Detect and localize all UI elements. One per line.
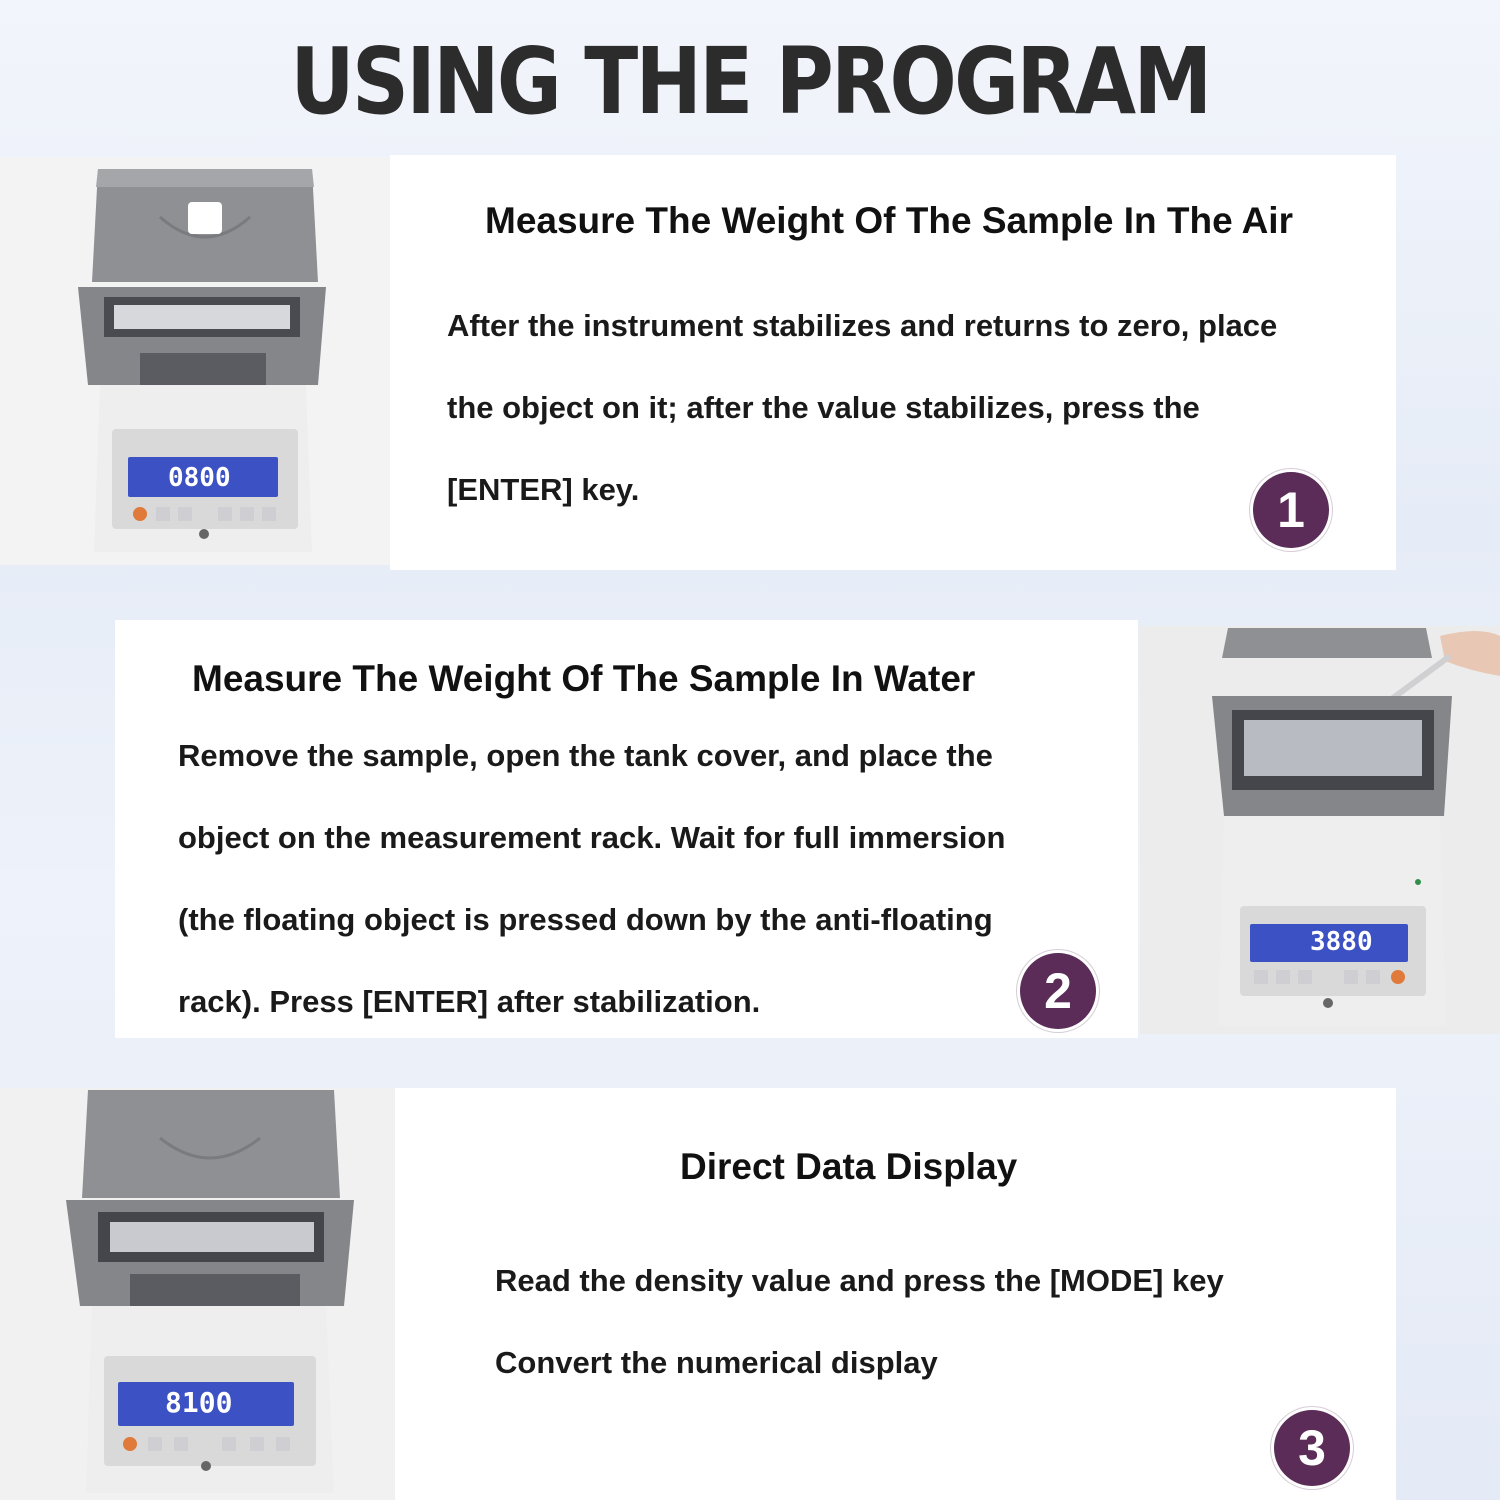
step-1-instrument-photo [0, 157, 390, 565]
step-2-instrument-photo [1140, 626, 1500, 1034]
page-title: USING THE PROGRAM [290, 28, 1210, 135]
step-3-line-2: Convert the numerical display [495, 1345, 938, 1380]
step-3-display-value: 8100 [165, 1386, 233, 1419]
step-2-line-1: Remove the sample, open the tank cover, and place the [178, 738, 993, 773]
step-2-display-value: 3880 [1310, 927, 1373, 957]
step-1-line-1: After the instrument stabilizes and returns to zero, place [447, 308, 1278, 343]
step-3-heading: Direct Data Display [680, 1146, 1018, 1187]
step-1-line-3: [ENTER] key. [447, 472, 640, 507]
step-2-line-3: (the floating object is pressed down by the anti-floating [178, 902, 993, 937]
step-3-badge: 3 [1274, 1410, 1350, 1486]
step-2-heading: Measure The Weight Of The Sample In Water [192, 658, 976, 699]
step-2-line-2: object on the measurement rack. Wait for full immersion [178, 820, 1006, 855]
step-3-instrument-photo [0, 1088, 395, 1500]
step-1-badge: 1 [1253, 472, 1329, 548]
step-2-line-4: rack). Press [ENTER] after stabilization. [178, 984, 761, 1019]
step-2-badge: 2 [1020, 953, 1096, 1029]
step-3-line-1: Read the density value and press the [MODE] key [495, 1263, 1224, 1298]
step-1-heading: Measure The Weight Of The Sample In The Air [485, 200, 1293, 241]
step-1-display-value: 0800 [168, 463, 231, 493]
step-1-line-2: the object on it; after the value stabilizes, press the [447, 390, 1200, 425]
